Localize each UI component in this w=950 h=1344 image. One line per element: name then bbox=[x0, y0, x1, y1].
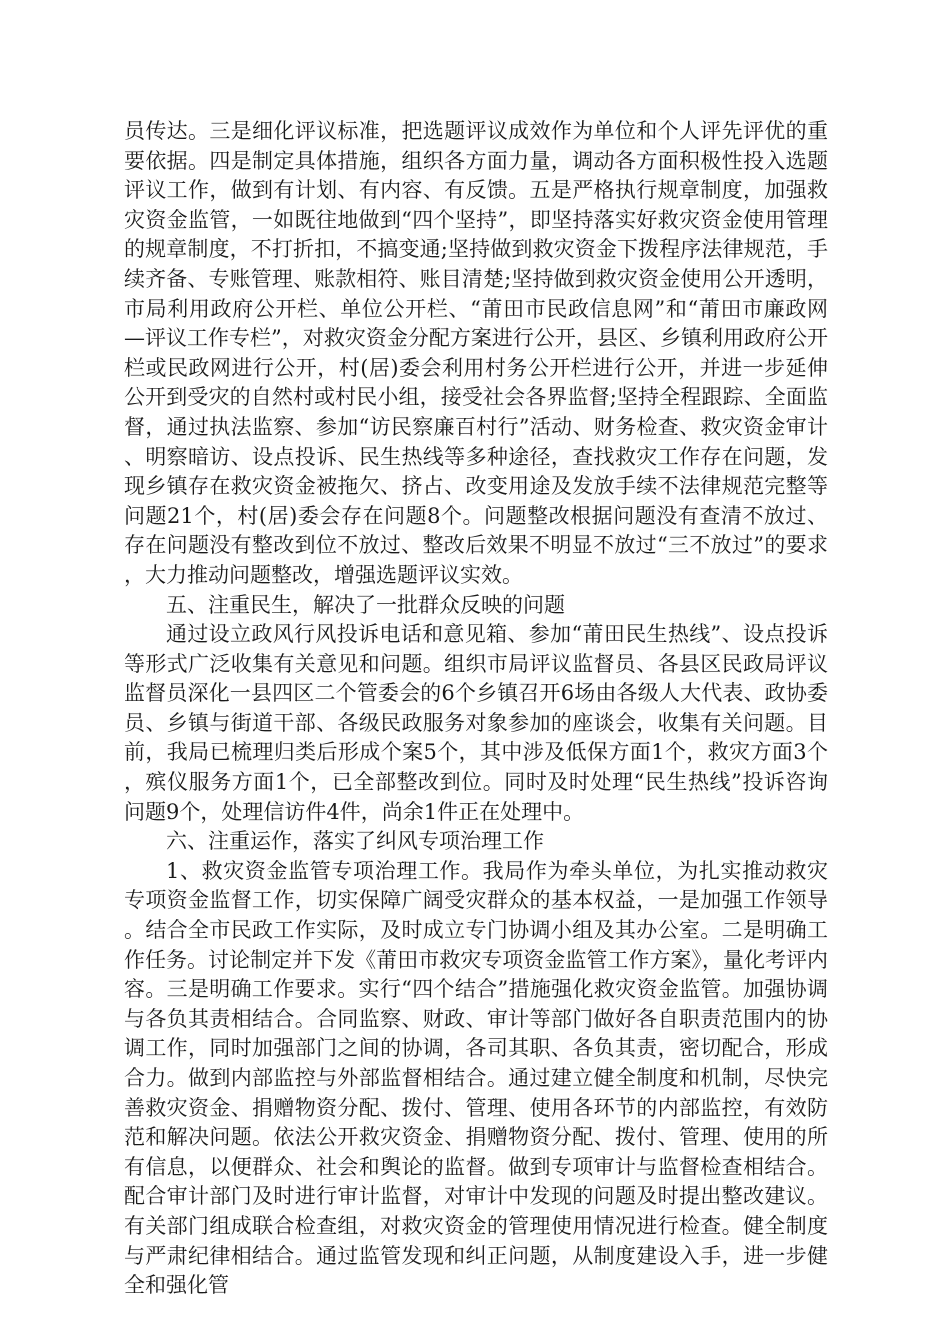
paragraph-disaster-relief-funds: 1、救灾资金监管专项治理工作。我局作为牵头单位，为扎实推动救灾专项资金监督工作，切实保障广阔受灾群众的基本权益，一是加强工作领导。结合全市民政工作实际，及时成立专门协调小组及其办公室。二是明确工作任务。讨论制定并下发《莆田市救灾专项资金监管工作方案》，量化考评内容。三是明确工作要求。实行“四个结合”措施强化救灾资金监管。加强协调与各负其责相结合。合同监察、财政、审计等部门做好各自职责范围内的协调工作，同时加强部门之间的协调，各司其职、各负其责，密切配合，形成合力。做到内部监控与外部监督相结合。通过建立健全制度和机制，尽快完善救灾资金、捐赠物资分配、拨付、管理、使用各环节的内部监控，有效防范和解决问题。依法公开救灾资金、捐赠物资分配、拨付、管理、使用的所有信息，以便群众、社会和舆论的监督。做到专项审计与监督检查相结合。配合审计部门及时进行审计监督，对审计中发现的问题及时提出整改建议。有关部门组成联合检查组，对救灾资金的管理使用情况进行检查。健全制度与严肃纪律相结合。通过监管发现和纠正问题，从制度建设入手，进一步健全和强化管 bbox=[124, 858, 828, 1298]
paragraph-continuation: 员传达。三是细化评议标准，把选题评议成效作为单位和个人评先评优的重要依据。四是制定具体措施，组织各方面力量，调动各方面积极性投入选题评议工作，做到有计划、有内容、有反馈。五是严格执行规章制度，加强救灾资金监管，一如既往地做到“四个坚持”，即坚持落实好救灾资金使用管理的规章制度，不打折扣，不搞变通;坚持做到救灾资金下拨程序法律规范，手续齐备、专账管理、账款相符、账目清楚;坚持做到救灾资金使用公开透明，市局利用政府公开栏、单位公开栏、“莆田市民政信息网”和“莆田市廉政网—评议工作专栏”，对救灾资金分配方案进行公开，县区、乡镇利用政府公开栏或民政网进行公开，村(居)委会利用村务公开栏进行公开，并进一步延伸公开到受灾的自然村或村民小组，接受社会各界监督;坚持全程跟踪、全面监督，通过执法监察、参加“访民察廉百村行”活动、财务检查、救灾资金审计、明察暗访、设点投诉、民生热线等多种途径，查找救灾工作存在问题，发现乡镇存在救灾资金被拖欠、挤占、改变用途及发放手续不法律规范完整等问题21个，村(居)委会存在问题8个。问题整改根据问题没有查清不放过、存在问题没有整改到位不放过、整改后效果不明显不放过“三不放过”的要求，大力推动问题整改，增强选题评议实效。 bbox=[124, 119, 828, 587]
document-page bbox=[124, 117, 828, 1301]
paragraph-livelihood: 通过设立政风行风投诉电话和意见箱、参加“莆田民生热线”、设点投诉等形式广泛收集有关意见和问题。组织市局评议监督员、各县区民政局评议监督员深化一县四区二个管委会的6个乡镇召开6场由各级人大代表、政协委员、乡镇与街道干部、各级民政服务对象参加的座谈会，收集有关问题。目前，我局已梳理归类后形成个案5个，其中涉及低保方面1个，救灾方面3个，殡仪服务方面1个，已全部整改到位。同时及时处理“民生热线”投诉咨询问题9个，处理信访件4件，尚余1件正在处理中。 bbox=[124, 622, 828, 824]
section-heading-six: 六、注重运作，落实了纠风专项治理工作 bbox=[166, 829, 544, 854]
section-heading-five: 五、注重民生，解决了一批群众反映的问题 bbox=[166, 592, 565, 617]
